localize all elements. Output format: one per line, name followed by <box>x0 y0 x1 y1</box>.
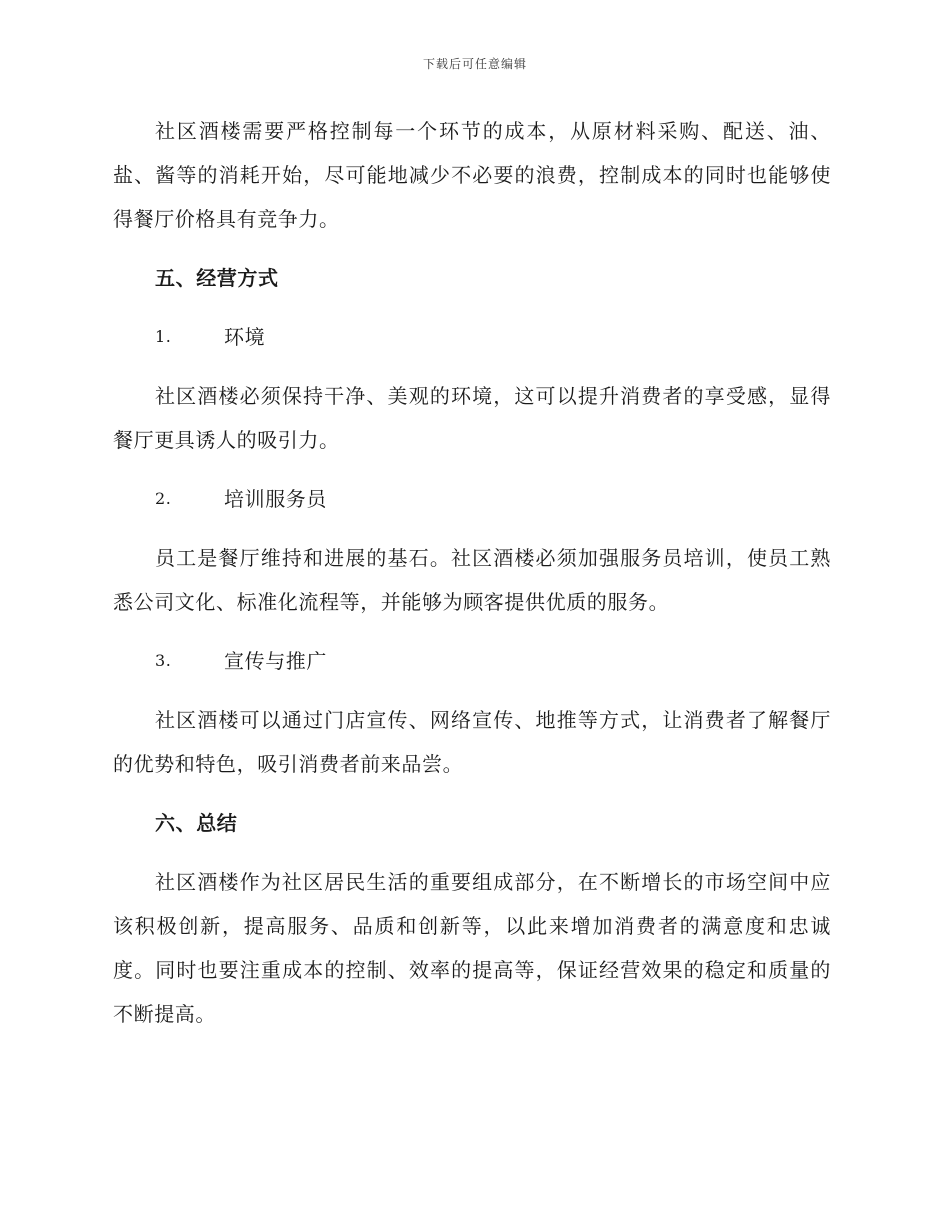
list-item-promotion <box>113 639 831 683</box>
document-body <box>113 109 831 1051</box>
paragraph-environment: 社区酒楼必须保持干净、美观的环境，这可以提升消费者的享受感，显得餐厅更具诱人的吸引力。 <box>113 384 831 452</box>
list-item-label: 培训服务员 <box>224 487 327 511</box>
list-item-training <box>113 477 831 521</box>
list-number: 3. <box>155 651 172 670</box>
paragraph-summary: 社区酒楼作为社区居民生活的重要组成部分，在不断增长的市场空间中应该积极创新，提高服务、品质和创新等，以此来增加消费者的满意度和忠诚度。同时也要注重成本的控制、效率的提高等，保证经营效果的稳定和质量的不断提高。 <box>113 870 831 1026</box>
page-header-note: 下载后可任意编辑 <box>422 57 527 71</box>
list-item-environment <box>113 315 831 359</box>
section-heading-summary: 六、总结 <box>155 811 238 835</box>
section-heading-operation: 五、经营方式 <box>155 266 279 290</box>
list-number: 1. <box>155 327 172 346</box>
list-number: 2. <box>155 489 172 508</box>
paragraph-training: 员工是餐厅维持和进展的基石。社区酒楼必须加强服务员培训，使员工熟悉公司文化、标准化流程等，并能够为顾客提供优质的服务。 <box>113 546 831 614</box>
list-item-label: 宣传与推广 <box>224 649 327 673</box>
paragraph-cost-control: 社区酒楼需要严格控制每一个环节的成本，从原材料采购、配送、油、盐、酱等的消耗开始，尽可能地减少不必要的浪费，控制成本的同时也能够使得餐厅价格具有竞争力。 <box>113 119 831 231</box>
list-item-label: 环境 <box>224 325 266 349</box>
paragraph-promotion: 社区酒楼可以通过门店宣传、网络宣传、地推等方式，让消费者了解餐厅的优势和特色，吸引消费者前来品尝。 <box>113 708 831 776</box>
